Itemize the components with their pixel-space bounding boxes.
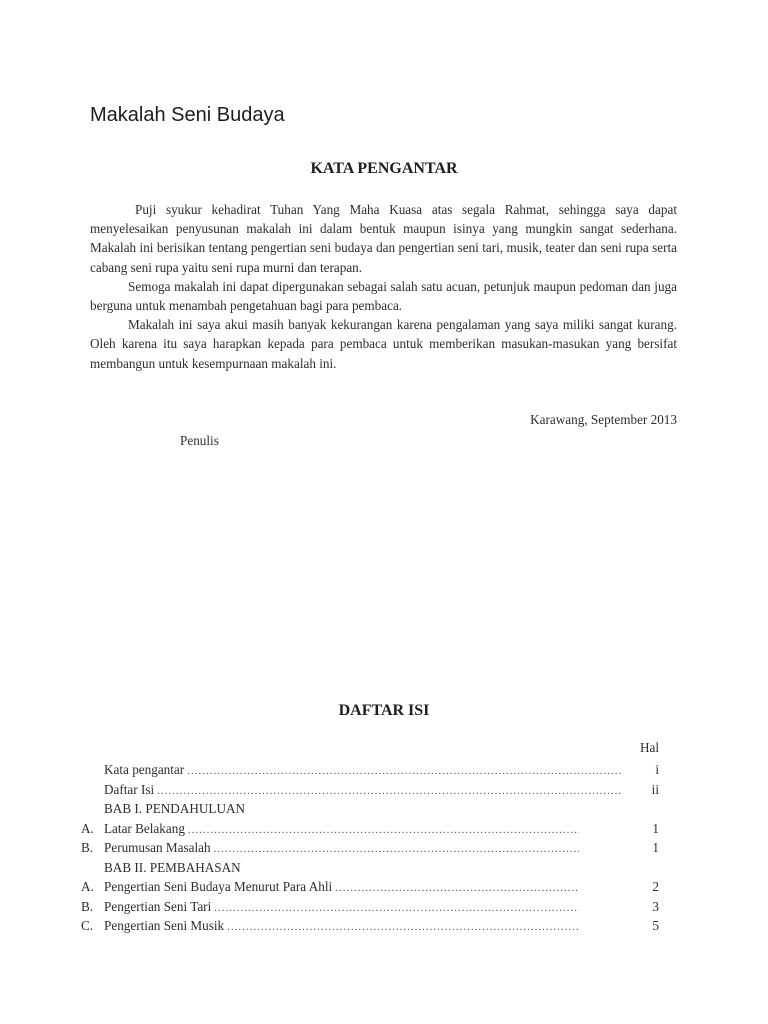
toc-row-label: Kata pengantar xyxy=(104,762,185,777)
toc-dot-leader xyxy=(227,918,579,938)
toc-row-label: Daftar Isi xyxy=(104,781,155,797)
toc-row xyxy=(0,819,768,839)
toc-row-label: Pengertian Seni Tari xyxy=(104,898,212,914)
foreword-paragraph-3: Makalah ini saya akui masih banyak kekurangan karena pengalaman yang saya miliki sangat kurang. Oleh karena itu saya harapkan kepada para pembaca untuk memberikan masukan-masukan yang bersifat membangun untuk kesempurnaan makalah ini. xyxy=(90,317,677,371)
toc-row xyxy=(0,838,768,858)
toc-row-label: Pengertian Seni Budaya Menurut Para Ahli xyxy=(104,879,333,894)
toc-row-page: i xyxy=(655,762,659,777)
toc-row-entry xyxy=(104,760,622,782)
document-title: Makalah Seni Budaya xyxy=(90,104,285,126)
toc-row-label: Pengertian Seni Musik xyxy=(104,918,225,933)
toc-row xyxy=(0,858,768,878)
toc-chapter-label: BAB I. PENDAHULUAN xyxy=(104,801,246,816)
table-of-contents xyxy=(0,760,768,936)
toc-row-marker: C. xyxy=(81,918,94,933)
place-date: Karawang, September 2013 xyxy=(530,412,677,427)
toc-row xyxy=(0,760,768,780)
foreword-paragraph-1: Puji syukur kehadirat Tuhan Yang Maha Kuasa atas segala Rahmat, sehingga saya dapat menyelesaikan penyusunan makalah ini dalam bentuk maupun isinya yang mungkin sangat sederhana. Makalah ini berisikan tentang pengertian seni budaya dan pengertian seni tari, musik, teater dan seni rupa serta cabang seni rupa yaitu seni rupa murni dan terapan. xyxy=(90,202,677,275)
toc-row xyxy=(0,780,768,800)
toc-row-entry xyxy=(104,799,504,819)
toc-row-page: 1 xyxy=(652,840,659,855)
toc-row-page: 5 xyxy=(652,918,659,933)
toc-row xyxy=(0,877,768,897)
toc-row xyxy=(0,897,768,917)
toc-row-entry xyxy=(104,916,579,938)
toc-row-page: 1 xyxy=(652,820,659,836)
toc-row xyxy=(0,799,768,819)
toc-row-entry xyxy=(104,897,579,919)
foreword-paragraph-2: Semoga makalah ini dapat dipergunakan sebagai salah satu acuan, petunjuk maupun pedoman dan juga berguna untuk menambah pengetahuan bagi para pembaca. xyxy=(90,278,677,314)
toc-row-entry xyxy=(104,819,579,841)
toc-row-page: 3 xyxy=(652,898,659,914)
toc-row-entry xyxy=(104,838,579,860)
toc-row-label: Latar Belakang xyxy=(104,820,185,836)
toc-row-marker: B. xyxy=(81,840,94,855)
toc-row-page: 2 xyxy=(652,879,659,894)
toc-row-entry xyxy=(104,877,579,899)
toc-row-marker: B. xyxy=(81,898,94,914)
toc-page-column-header: Hal xyxy=(639,740,659,755)
toc-row-marker: A. xyxy=(81,820,94,836)
toc-row-label: Perumusan Masalah xyxy=(104,840,211,855)
toc-row-entry xyxy=(104,780,622,802)
toc-row-entry xyxy=(104,858,504,878)
toc-row-marker: A. xyxy=(81,879,94,894)
author-signature-label: Penulis xyxy=(180,433,219,448)
toc-chapter-label: BAB II. PEMBAHASAN xyxy=(104,859,241,875)
toc-row xyxy=(0,916,768,936)
toc-heading: DAFTAR ISI xyxy=(338,702,430,719)
foreword-heading: KATA PENGANTAR xyxy=(310,160,458,177)
toc-row-page: ii xyxy=(651,781,659,797)
foreword-body xyxy=(90,200,677,373)
